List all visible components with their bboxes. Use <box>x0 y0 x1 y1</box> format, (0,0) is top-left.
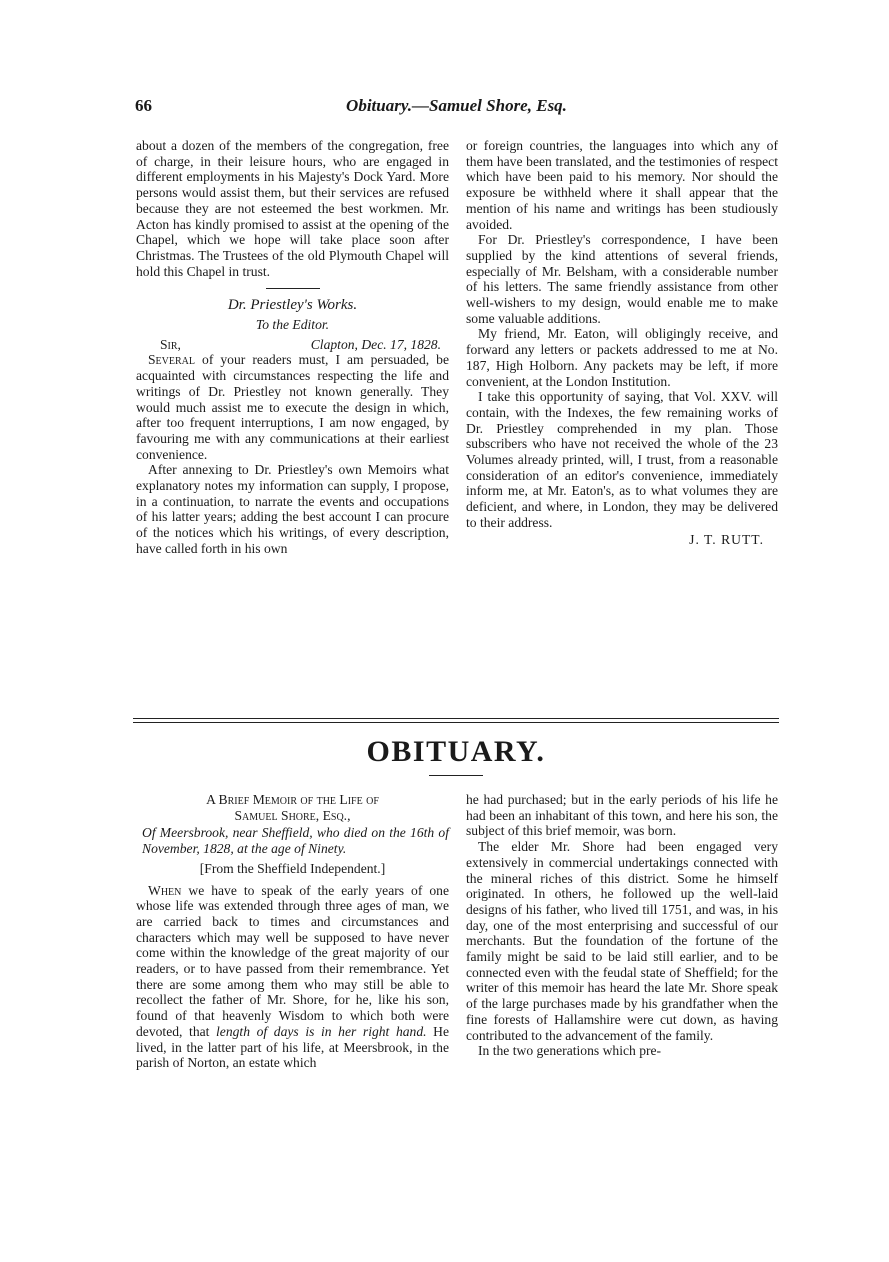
running-title: Obituary.—Samuel Shore, Esq. <box>346 96 567 115</box>
paragraph-text: of your readers must, I am persuaded, be acquainted with circumstances respecting the life and writings of Dr. Priestley not known generally. They would much assist me to execute the design in which, after too frequent interruptions, I am now engaged, by favouring me with any communications at their earliest convenience. <box>136 352 449 462</box>
double-rule <box>133 718 779 723</box>
title-underline <box>429 775 483 776</box>
letter-paragraph: I take this opportunity of saying, that Vol. XXV. will contain, with the Indexes, the few remaining works of Dr. Priestley comprehended in my plan. Those subscribers who have not received the whole of the 23 Volumes already printed, will, I trust, from a reasonable consideration of an editor's convenience, immediately inform me, at Mr. Eaton's, as to what volumes they are deficient, and where, in London, they may be delivered to their address. <box>466 389 778 530</box>
memoir-paragraph <box>136 883 449 1071</box>
section-title: OBITUARY. <box>366 735 546 768</box>
lower-right-column <box>466 792 778 1059</box>
letter-dateline <box>136 337 449 353</box>
memoir-heading-line1: A Brief Memoir of the Life of <box>206 792 379 807</box>
letter-paragraph: After annexing to Dr. Priestley's own Memoirs what explanatory notes my information can supply, I propose, in a continuation, to narrate the events and occupations of his latter years; adding the best account I can procure of the notices which his writings, of every description, have called forth in his own <box>136 462 449 556</box>
letter-paragraph: My friend, Mr. Eaton, will obligingly receive, and forward any letters or packets addressed to me at No. 187, High Holborn. Any packets may be left, if more convenient, at the London Institution. <box>466 326 778 389</box>
to-editor-heading: To the Editor. <box>255 317 330 333</box>
memoir-heading-line2: Samuel Shore, Esq., <box>234 807 351 823</box>
signature: J. T. RUTT. <box>689 531 764 547</box>
memoir-heading <box>136 792 449 823</box>
lead-word: When <box>148 882 182 898</box>
continued-paragraph: about a dozen of the members of the congregation, free of charge, in their leisure hours, who are engaged in different employments in his Majesty's Dock Yard. More persons would assist them, but their services are refused because they are not esteemed the best workmen. Mr. Acton has kindly promised to assist at the opening of the Chapel, which we hope will take place soon after Christmas. The Trustees of the old Plymouth Chapel will hold this Chapel in trust. <box>136 138 449 279</box>
section-divider <box>266 288 320 289</box>
lower-left-column <box>136 792 449 1071</box>
place-date: Clapton, Dec. 17, 1828. <box>310 336 441 352</box>
memoir-paragraph: he had purchased; but in the early periods of his life he had been an inhabitant of this town, and here his son, the subject of this brief memoir, was born. <box>466 792 778 839</box>
letter-paragraph: For Dr. Priestley's correspondence, I have been supplied by the kind attentions of several friends, especially of Mr. Belsham, with a considerable number of his letters. The same friendly assistance from other well-wishers to my design, would enable me to make some valuable additions. <box>466 232 778 326</box>
paragraph-text: He lived, in the latter part of his life, at Meersbrook, in the parish of Norton, an estate which <box>136 1023 449 1071</box>
quotation: length of days is in her right hand. <box>216 1023 427 1039</box>
memoir-paragraph: The elder Mr. Shore had been engaged very extensively in commercial undertakings connected with the mineral riches of this district. Some he himself originated. In others, he followed up the well-laid designs of his father, who lived till 1751, and was, in his day, one of the most enterprising and successful of our merchants. But the foundation of the fortune of the family might be said to be laid still earlier, and to be connected even with the feudal state of Sheffield; for the writer of this memoir has heard the late Mr. Shore speak of the large purchases made by his grandfather when the fine forests of Hallamshire were cut down, as having contributed to the advancement of the family. <box>466 839 778 1043</box>
upper-left-column <box>136 138 449 557</box>
lead-word: Several <box>148 352 195 368</box>
salutation: Sir, <box>160 336 181 352</box>
page-header <box>135 96 778 122</box>
paragraph-text: we have to speak of the early years of one whose life was extended through three ages of man, we are carried back to times and circumstances and characters which may well be supposed to have never come within the knowledge of the great majority of our readers, or to have passed from their remembrance. Yet there are some among them who may still be able to recollect the father of Mr. Shore, for he, like his son, found of that heavenly Wisdom to which both were devoted, that <box>136 882 449 1039</box>
source-note: [From the Sheffield Independent.] <box>199 860 386 876</box>
letter-paragraph: or foreign countries, the languages into which any of them have been translated, and the testimonies of respect which have been paid to his memory. Nor should the exposure be withheld where it shall appear that the mention of his name and writings has been studiously avoided. <box>466 138 778 232</box>
upper-right-column <box>466 138 778 547</box>
letter-paragraph <box>136 352 449 462</box>
page-number: 66 <box>135 96 152 115</box>
memoir-paragraph: In the two generations which pre- <box>478 1043 662 1059</box>
memoir-subtitle: Of Meersbrook, near Sheffield, who died on the 16th of November, 1828, at the age of Ninety. <box>142 825 449 857</box>
article-title: Dr. Priestley's Works. <box>227 297 358 314</box>
